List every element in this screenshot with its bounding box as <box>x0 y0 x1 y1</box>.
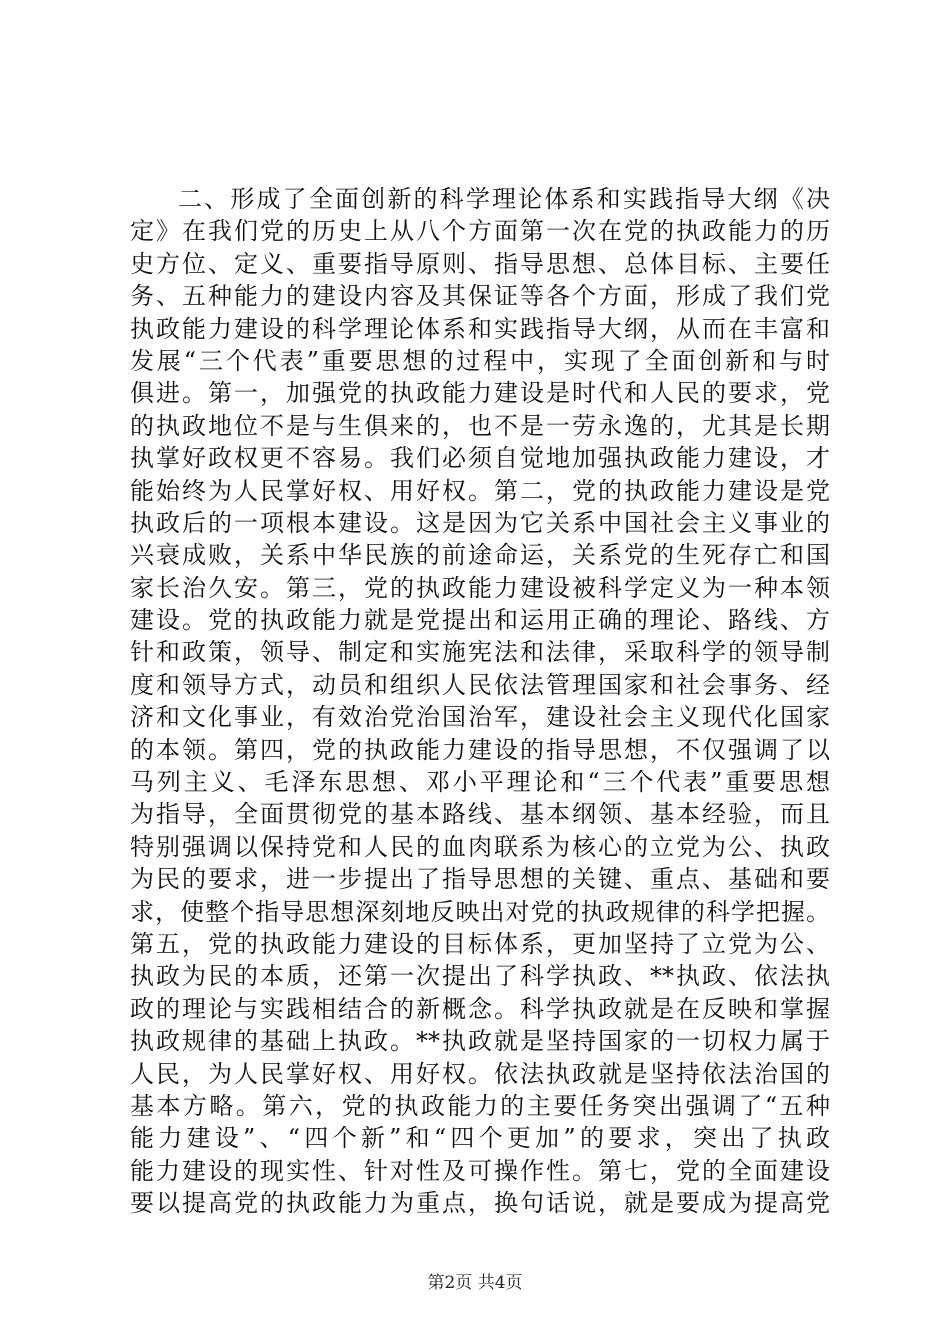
text-line: 度和领导方式，动员和组织人民依法管理国家和社会事务、经 <box>130 670 830 699</box>
text-line: 建设。党的执政能力就是党提出和运用正确的理论、路线、方 <box>130 606 830 635</box>
text-line: 求，使整个指导思想深刻地反映出对党的执政规律的科学把握。 <box>130 897 830 926</box>
text-line: 执政规律的基础上执政。**执政就是坚持国家的一切权力属于 <box>130 1027 830 1056</box>
text-line: 马列主义、毛泽东思想、邓小平理论和“三个代表”重要思想 <box>130 768 830 797</box>
text-line: 发展“三个代表”重要思想的过程中，实现了全面创新和与时 <box>130 346 830 375</box>
text-line: 俱进。第一，加强党的执政能力建设是时代和人民的要求，党 <box>130 379 830 408</box>
body-paragraph <box>130 183 830 1220</box>
text-line: 要以提高党的执政能力为重点，换句话说，就是要成为提高党 <box>130 1189 830 1218</box>
text-line: 执政能力建设的科学理论体系和实践指导大纲，从而在丰富和 <box>130 314 830 343</box>
text-line: 定》在我们党的历史上从八个方面第一次在党的执政能力的历 <box>130 217 830 246</box>
text-line: 的执政地位不是与生俱来的，也不是一劳永逸的，尤其是长期 <box>130 411 830 440</box>
text-line: 能始终为人民掌好权、用好权。第二，党的执政能力建设是党 <box>130 476 830 505</box>
text-line: 人民，为人民掌好权、用好权。依法执政就是坚持依法治国的 <box>130 1059 830 1088</box>
text-line: 济和文化事业，有效治党治国治军，建设社会主义现代化国家 <box>130 703 830 732</box>
text-line: 能力建设”、“四个新”和“四个更加”的要求，突出了执政 <box>130 1124 830 1153</box>
text-line: 政的理论与实践相结合的新概念。科学执政就是在反映和掌握 <box>130 994 830 1023</box>
text-line: 家长治久安。第三，党的执政能力建设被科学定义为一种本领 <box>130 573 830 602</box>
text-line: 兴衰成败，关系中华民族的前途命运，关系党的生死存亡和国 <box>130 541 830 570</box>
text-line: 特别强调以保持党和人民的血肉联系为核心的立党为公、执政 <box>130 832 830 861</box>
text-line: 的本领。第四，党的执政能力建设的指导思想，不仅强调了以 <box>130 735 830 764</box>
page-footer: 第2页 共4页 <box>427 1273 523 1293</box>
text-line: 务、五种能力的建设内容及其保证等各个方面，形成了我们党 <box>130 282 830 311</box>
text-line: 二、形成了全面创新的科学理论体系和实践指导大纲《决 <box>178 185 830 213</box>
text-line: 基本方略。第六，党的执政能力的主要任务突出强调了“五种 <box>130 1091 830 1120</box>
text-line: 史方位、定义、重要指导原则、指导思想、总体目标、主要任 <box>130 249 830 278</box>
text-line: 能力建设的现实性、针对性及可操作性。第七，党的全面建设 <box>130 1156 830 1185</box>
text-line: 为指导，全面贯彻党的基本路线、基本纲领、基本经验，而且 <box>130 800 830 829</box>
text-line: 第五，党的执政能力建设的目标体系，更加坚持了立党为公、 <box>130 929 830 958</box>
text-line: 执掌好政权更不容易。我们必须自觉地加强执政能力建设，才 <box>130 444 830 473</box>
text-line: 执政为民的本质，还第一次提出了科学执政、**执政、依法执 <box>130 962 830 991</box>
text-line: 为民的要求，进一步提出了指导思想的关键、重点、基础和要 <box>130 865 830 894</box>
text-line: 执政后的一项根本建设。这是因为它关系中国社会主义事业的 <box>130 508 830 537</box>
text-line: 针和政策，领导、制定和实施宪法和法律，采取科学的领导制 <box>130 638 830 667</box>
